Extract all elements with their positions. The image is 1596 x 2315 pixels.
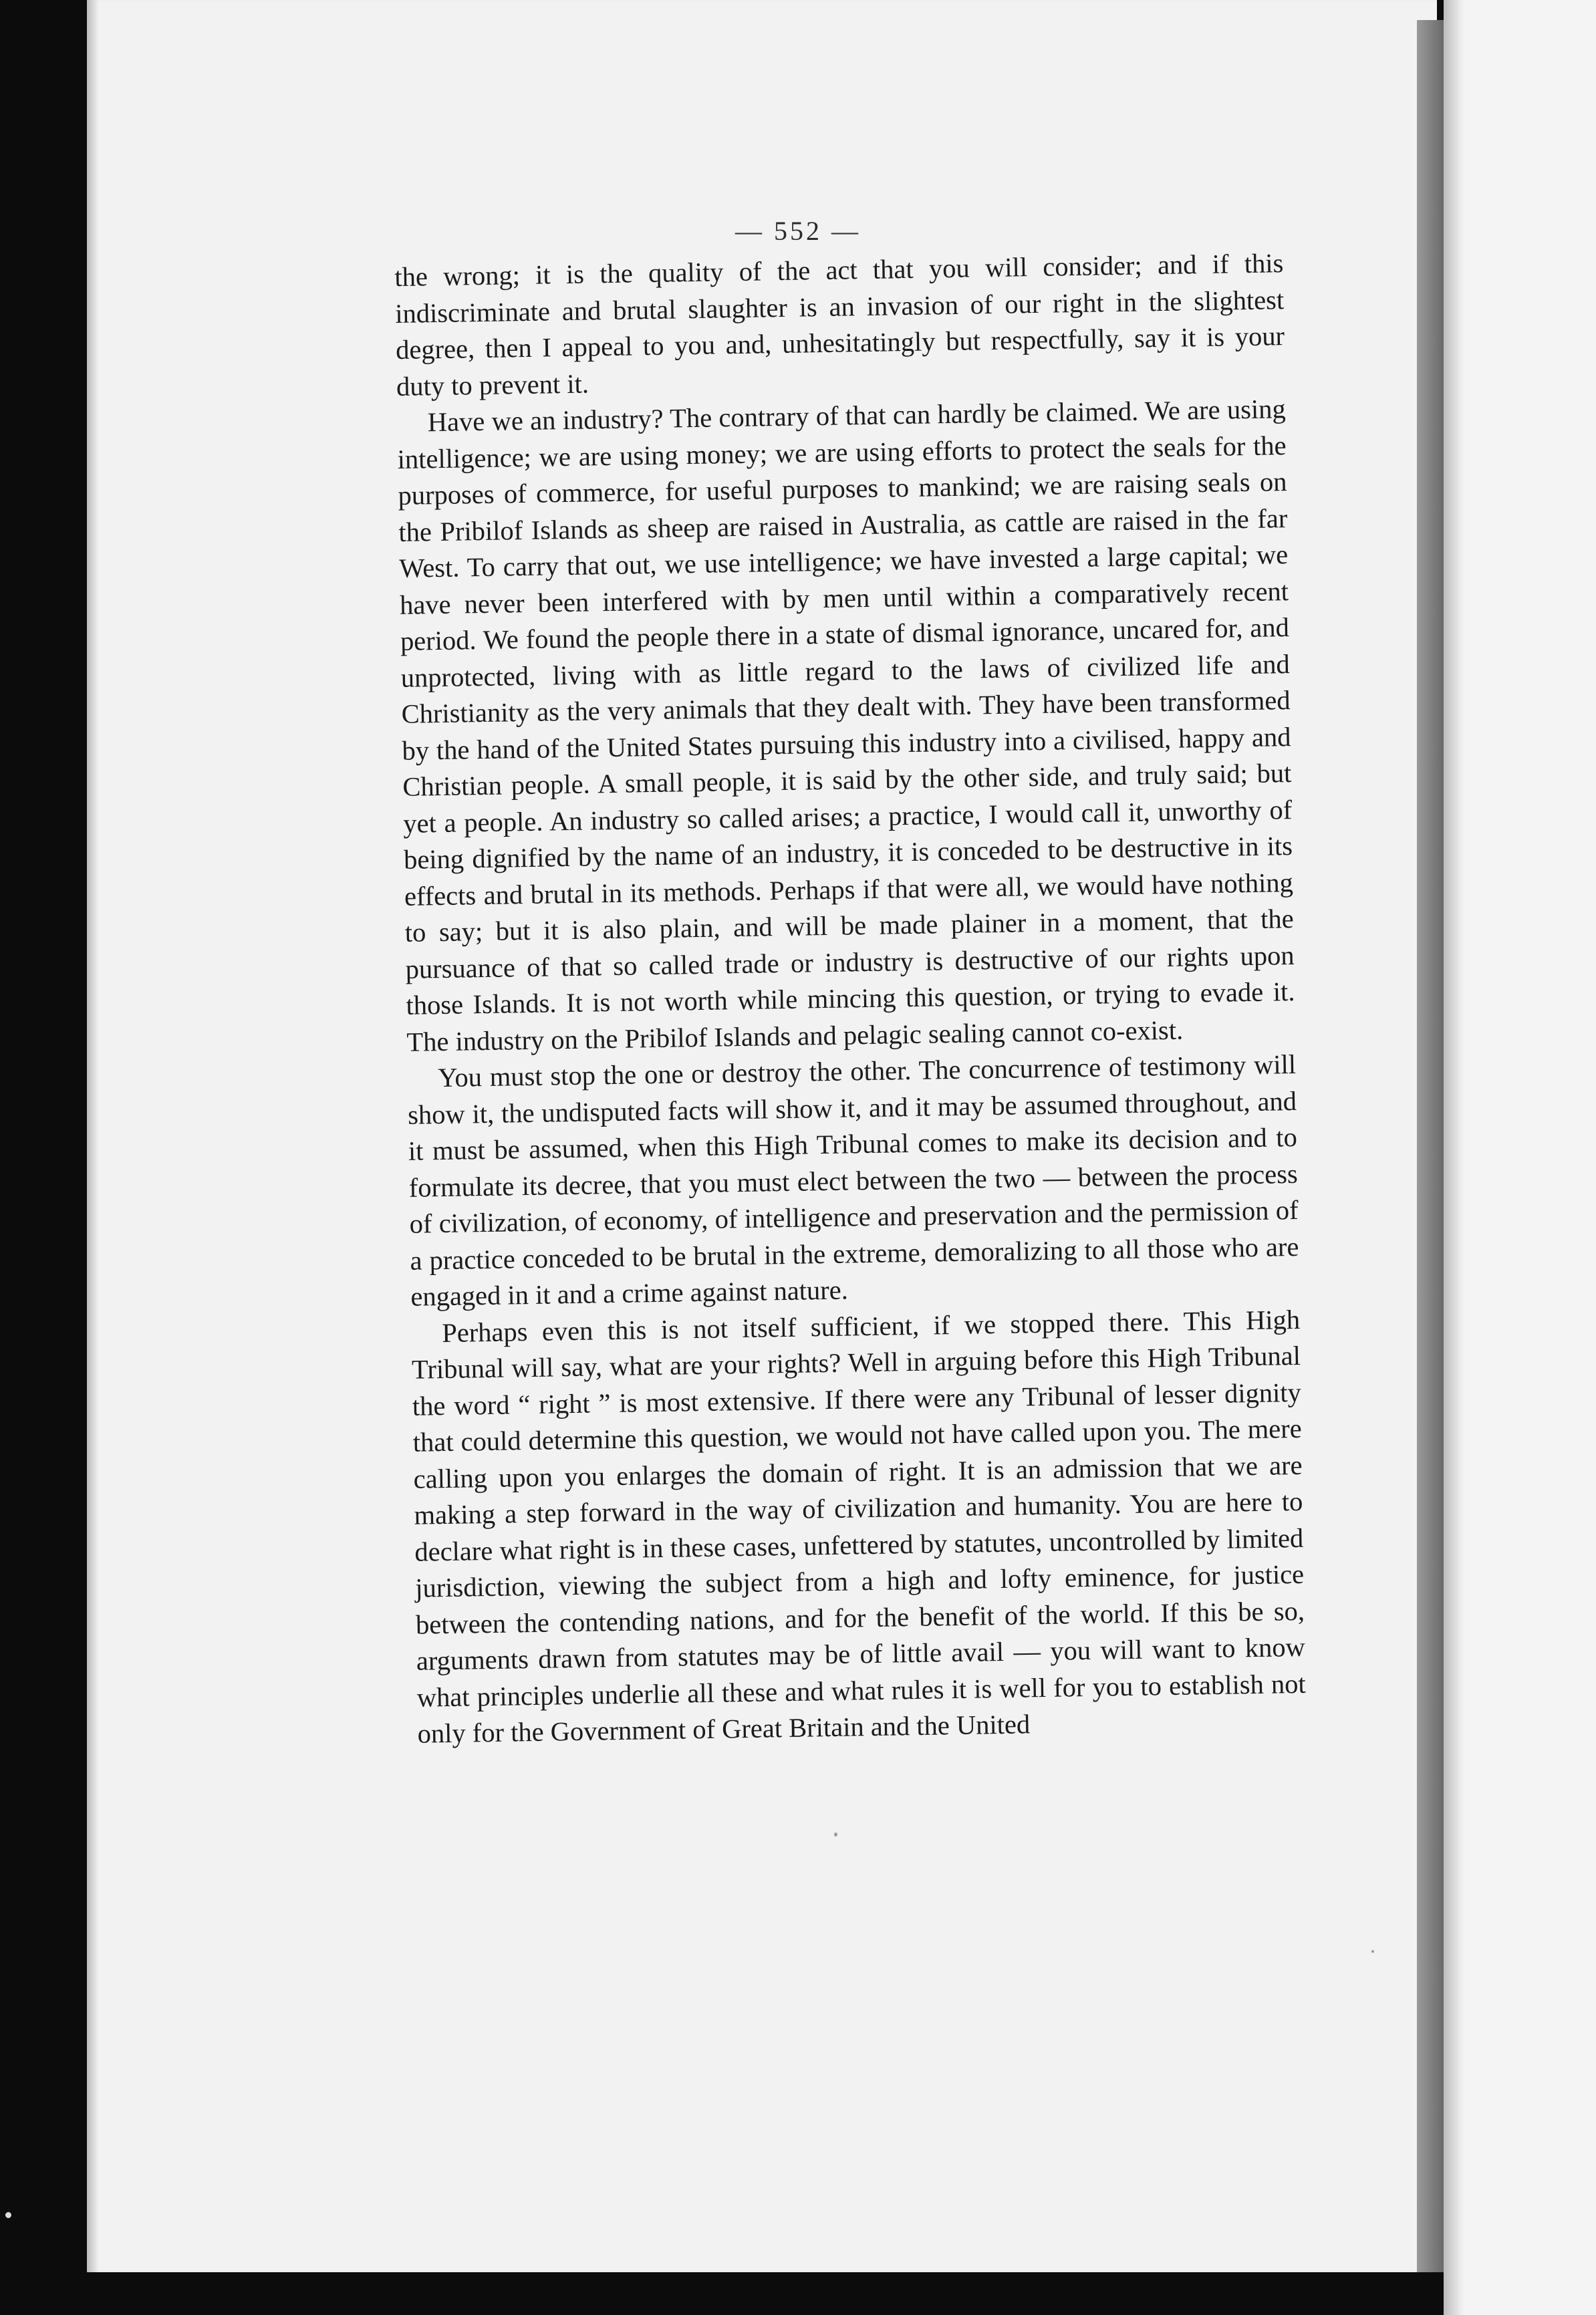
paragraph-4: Perhaps even this is not itself sufficient, if we stopped there. This High Tribunal will say, what are your rights? Well in arguing before this High Tribunal the word “ right ” is most extensive. If there were any Tribunal of lesser dignity that could determine this question, we would not have called upon you. The mere calling upon you enlarges the domain of right. It is an admission that we are making a step forward in the way of civilization and humanity. You are here to declare what right is in these cases, unfettered by statutes, uncontrolled by limited jurisdiction, viewing the subject from a high and lofty eminence, for justice between the contending nations, and for the benefit of the world. If this be so, arguments drawn from statutes may be of little avail — you will want to know what principles underlie all these and what rules it is well for you to establish not only for the Government of Great Britain and the United bbox=[411, 1304, 1306, 1749]
facing-page-edge bbox=[1444, 0, 1596, 2315]
body-text bbox=[394, 245, 1310, 1970]
book-binding-shadow bbox=[1417, 20, 1444, 2272]
paragraph-1: the wrong; it is the quality of the act that you will consider; and if this indiscriminate and brutal slaughter is an invasion of our right in the slightest degree, then I appeal to you and, unhesitatingly but respectfully, say it is your duty to prevent it. bbox=[394, 248, 1285, 402]
page-number: — 552 — bbox=[735, 216, 861, 246]
page-edge-shadow bbox=[87, 0, 98, 2272]
scan-speck bbox=[5, 2212, 11, 2218]
scan-speck bbox=[834, 1832, 837, 1836]
paragraph-2: Have we an industry? The contrary of that can hardly be claimed. We are using intelligence; we are using money; we are using efforts to protect the seals for the purposes of commerce, for useful purposes to mankind; we are raising seals on the Pribilof Islands as sheep are raised in Australia, as cattle are raised in the far West. To carry that out, we use intelligence; we have invested a large capital; we have never been interfered with by men until within a comparatively recent period. We found the people there in a state of dismal ignorance, uncared for, and unprotected, living with as little regard to the laws of civilized life and Christianity as the very animals that they dealt with. They have been transformed by the hand of the United States pursuing this industry into a civilised, happy and Christian people. A small people, it is said by the other side, and truly said; but yet a people. An industry so called arises; a practice, I would call it, unworthy of being dignified by the name of an industry, it is conceded to be destructive in its effects and brutal in its methods. Perhaps if that were all, we would have nothing to say; but it is also plain, and will be made plainer in a moment, that the pursuance of that so called trade or industry is destructive of our rights upon those Islands. It is not worth while mincing this question, or trying to evade it. The industry on the Pribilof Islands and pelagic sealing cannot co-exist. bbox=[397, 394, 1295, 1057]
scan-speck bbox=[1371, 1950, 1374, 1953]
facing-page-shadow bbox=[1444, 0, 1464, 2315]
paragraph-3: You must stop the one or destroy the other. The concurrence of testimony will show it, the undisputed facts will show it, and it may be assumed throughout, and it must be assumed, when this High Tribunal comes to make its decision and to formulate its decree, that you must elect between the two — between the process of civilization, of economy, of intelligence and preservation and the permission of a practice conceded to be brutal in the extreme, demoralizing to all those who are engaged in it and a crime against nature. bbox=[407, 1049, 1299, 1312]
